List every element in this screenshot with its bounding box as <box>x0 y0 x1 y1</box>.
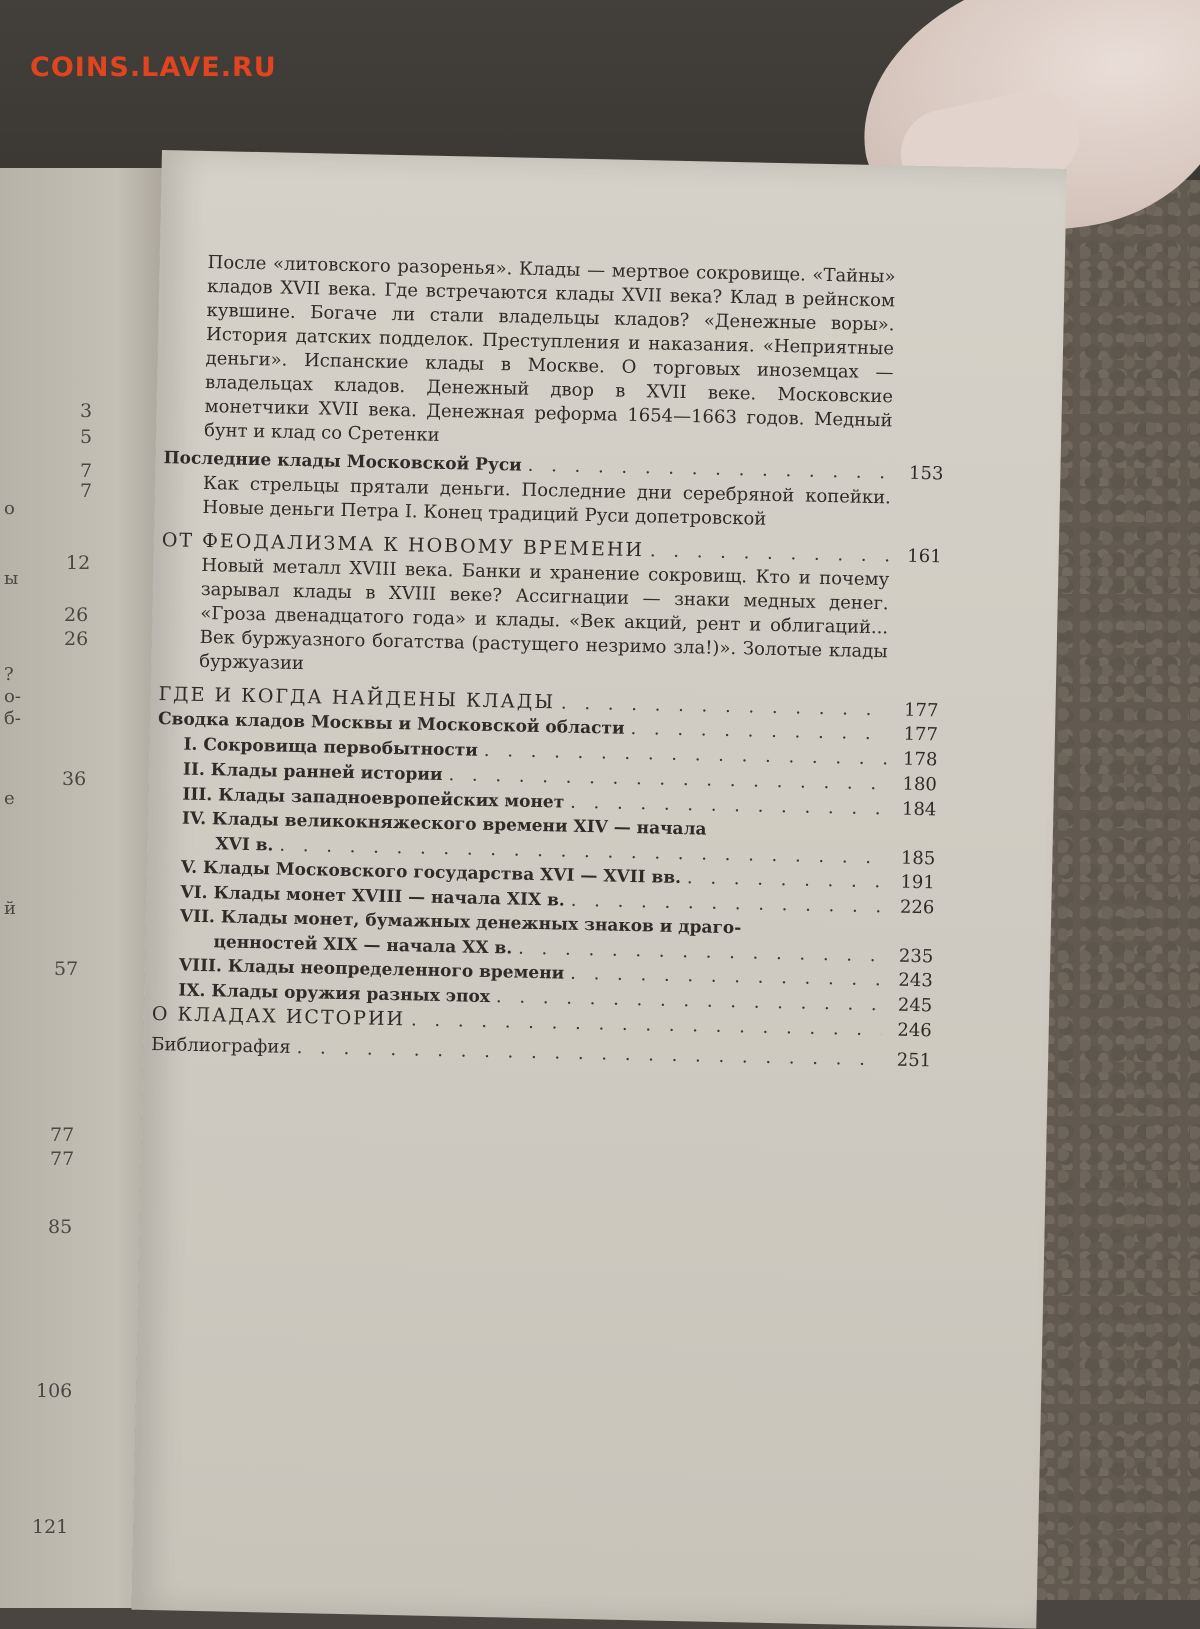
toc-entry-page: 180 <box>902 773 938 796</box>
toc-entry-title: VIII. Клады неопределенного времени <box>178 955 565 984</box>
toc-entry-title-continued: XVI в. <box>215 834 274 856</box>
toc-entry-title: О КЛАДАХ ИСТОРИИ <box>151 1002 406 1031</box>
page-number: 7 <box>80 480 93 502</box>
page-number: 26 <box>64 604 89 626</box>
chapter-description: Новый металл XVIII века. Банки и хранение сокровищ. Кто и почему зарывал клады в XVIII веке? Ассигнации — знаки медных денег. «Гроза двенадцатого года» и клады. «Век акций, рент и облигаций... Век буржуазного богатства (растущего незримо зла!)». Золотые клады буржуазии <box>199 554 890 675</box>
toc-entry-page: 246 <box>897 1019 932 1042</box>
toc-entry-page: 153 <box>908 462 944 485</box>
toc-entry-title: IX. Клады оружия разных эпох <box>178 980 491 1008</box>
toc-entry-title: Последние клады Московской Руси <box>163 448 522 476</box>
toc-entry-page: 185 <box>900 847 936 870</box>
toc-entry-title: ГДЕ И КОГДА НАЙДЕНЫ КЛАДЫ <box>158 683 556 714</box>
toc-entry-page: 161 <box>907 545 942 568</box>
toc-entry-page: 178 <box>902 748 938 771</box>
toc-entry-title-continued: ценностей XIX — начала XX в. <box>213 932 513 959</box>
toc-entry-title: Библиография <box>151 1033 291 1058</box>
page-number: 7 <box>80 460 93 482</box>
table-of-contents <box>151 250 948 1073</box>
text-fragment: ? <box>4 664 14 685</box>
toc-entry-page: 243 <box>898 969 933 992</box>
page-number: 106 <box>36 1380 73 1402</box>
toc-entry-title: V. Клады Московского государства XVI — XVII вв. <box>180 857 682 889</box>
text-fragment: ы <box>4 568 19 589</box>
page-number: 121 <box>32 1516 69 1538</box>
toc-entry-page: 184 <box>901 798 937 821</box>
page-number: 57 <box>54 958 79 980</box>
leader-dots <box>687 866 885 893</box>
leader-dots <box>630 717 888 745</box>
text-fragment: б- <box>4 708 21 729</box>
page-number: 3 <box>80 400 93 422</box>
text-fragment: о- <box>4 686 21 707</box>
page-number: 12 <box>66 552 91 574</box>
toc-entry-title: IV. Клады великокняжеского времени XIV — начала <box>181 808 707 840</box>
toc-entry-page: 251 <box>896 1049 932 1072</box>
toc-entry-title: I. Сокровища первобытности <box>183 734 479 761</box>
toc-entry-page: 191 <box>900 871 936 894</box>
toc-entry-page: 177 <box>903 723 939 746</box>
page-number: 85 <box>48 1216 73 1238</box>
text-fragment: е <box>4 788 15 809</box>
right-page <box>131 150 1066 1629</box>
page-number: 77 <box>50 1148 75 1170</box>
page-number: 77 <box>50 1124 75 1146</box>
page-number: 26 <box>64 628 89 650</box>
chapter-description: После «литовского разоренья». Клады — мертвое сокровище. «Тайны» кладов XVII века. Где встречаются клады XVII века? Клад в рейнском кувшине. Богаче ли стали владельцы кладов? «Денежные воры». История датских подделок. Преступления и наказания. «Неприятные деньги». Испанские клады в Москве. О торговых иноземцах — владельцах кладов. Денежный двор в XVII веке. Московские монетчики XVII века. Денежная реформа 1654—1663 годов. Медный бунт и клад со Сретенки <box>203 251 896 446</box>
toc-entry-title: III. Клады западноевропейских монет <box>182 784 565 813</box>
page-number: 36 <box>62 768 87 790</box>
toc-entry-title: II. Клады ранней истории <box>182 759 443 786</box>
text-fragment: й <box>4 898 16 919</box>
toc-entry-title: ОТ ФЕОДАЛИЗМА К НОВОМУ ВРЕМЕНИ <box>161 529 645 562</box>
toc-entry-title: VII. Клады монет, бумажных денежных знаков и драго- <box>179 906 742 939</box>
toc-entry-page: 177 <box>903 699 939 722</box>
chapter-description: Как стрельцы прятали деньги. Последние дни серебряной копейки. Новые деньги Петра I. Конец традиций Руси допетровской <box>202 472 892 530</box>
toc-entry-page: 235 <box>898 945 934 968</box>
page-number: 5 <box>80 426 93 448</box>
toc-entry-title: Сводка кладов Москвы и Московской области <box>157 709 625 739</box>
text-fragment: о <box>4 498 15 519</box>
toc-entry-page: 245 <box>897 994 933 1017</box>
watermark: COINS.LAVE.RU <box>30 52 277 83</box>
toc-entry-title: VI. Клады монет XVIII — начала XIX в. <box>180 882 566 911</box>
toc-entry-page: 226 <box>899 896 935 919</box>
